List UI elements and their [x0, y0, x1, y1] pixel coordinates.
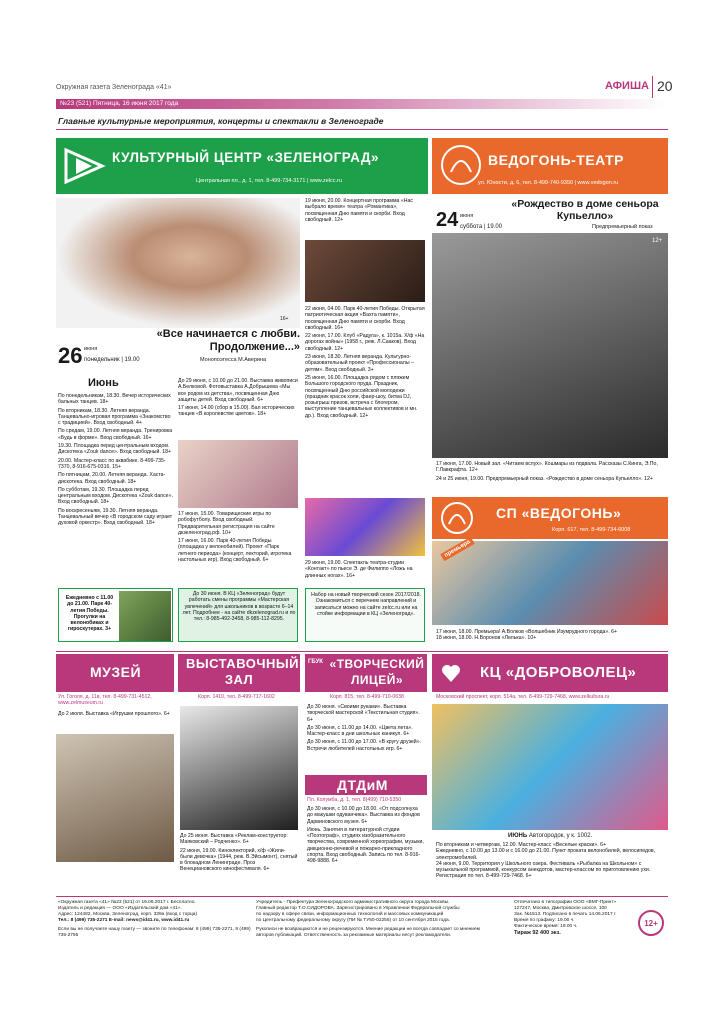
list-item: 17 июня, 16.00. Парк 40-летия Победы (площадка у велонобилей). Проект «Парк летнего периода» (концерт, лекторий, игротека настольных игр). Вход свободный. 6+: [178, 538, 292, 564]
sp-title: СП «ВЕДОГОНЬ»: [496, 505, 622, 521]
kc-date-day: понедельник | 19.00: [84, 357, 140, 363]
vedogon-logo-icon: [440, 144, 482, 186]
list-item: Ежедневно, с 10.00 до 13.00 и с 16.00 до 21.00. Пункт проката велонобилей, велосипедов, электромобилей.: [436, 848, 656, 861]
header-divider: [652, 76, 653, 98]
vedogon-note: Предпремьерный показ: [592, 224, 653, 230]
issue-bar: [56, 99, 666, 109]
kc-title: КУЛЬТУРНЫЙ ЦЕНТР «ЗЕЛЕНОГРАД»: [112, 150, 379, 165]
list-item: 24 и 25 июня, 19.00. Предпремьерный показ. «Рождество в доме сеньора Купьелло». 12+: [436, 475, 653, 482]
list-item: 22 июня, 19.00. Киноклекторий, х/ф «Жили-были девочка» (1944, реж. В.Эйсымонт), снятый в блокадном Ленинграде. Проз Венециановского кинофестиваля. 6+: [180, 847, 298, 873]
kc-col2b: [178, 511, 298, 563]
kc-logo-icon: [62, 146, 106, 186]
lyceum-address: Корп. 815, тел. 8-499-710-0638: [330, 694, 404, 700]
vedogon-events: [436, 461, 666, 482]
exhibit-address: Корп. 1410, тел. 8-499-717-1602: [198, 694, 275, 700]
list-item: По вторникам, 18.30. Летняя веранда. Танцевально-игровая программа «Знакомство с традицией». Вход свободный. 4+: [58, 407, 171, 427]
kc-promo2-text: До 30 июня. В КЦ «Зеленоград» будут работать смены программы «Мастерская увлечений» для школьников в возрасте 6–14 лет. Подробнее - на сайте dkzelenograd.ru и по тел.: 8-985-492-3458, 8-985-112-8295.: [182, 591, 296, 623]
exhibit-events: [180, 833, 298, 873]
kc-col2: [178, 378, 298, 418]
page-subtitle: Главные культурные мероприятия, концерты и спектакли в Зеленограде: [58, 116, 384, 126]
kc-promo2-box: [178, 588, 298, 642]
footer-line: Фактическое время: 19.00 ч.: [514, 924, 578, 929]
kc-address: Центральная пл., д. 1, тел. 8-499-734-3171 | www.zelcc.ru: [196, 178, 342, 184]
dobro-banner: [432, 654, 668, 692]
kc-col3b: 29 июня, 19.00. Спектакль театра-студии «Контакт» по пьесе Э. де Филиппо «Ложь на длинных ногах». 16+: [305, 560, 413, 579]
dobro-address: Московский проспект, корп. 514а, тел. 8-499-729-7468, www.zelkultura.ru: [436, 694, 610, 700]
list-item: По вторникам и четвергам, 12.00. Мастер-класс «Веселые краски». 6+: [436, 842, 607, 848]
footer-line: 127247, Москва, Дмитровское шоссе, 100: [514, 906, 607, 911]
footer-line: Отпечатано в типографии ООО «ВМГ-Принт»: [514, 900, 617, 905]
vedogon-date-num: 24: [436, 209, 459, 231]
list-item: 20.00. Мастер-класс по аквабике. 8-499-735-7370, 8-916-675-0316. 15+: [58, 457, 166, 470]
dtdim-title: ДТДиМ: [337, 777, 388, 793]
section-rule: [56, 651, 668, 652]
page-number: 20: [657, 78, 673, 94]
footer-line: Тел.: 8 (499) 735-2271 E-mail: news@id41.ru, www.id41.ru: [58, 918, 190, 923]
footer-col1: [58, 900, 253, 939]
exhibit-title: ВЫСТАВОЧНЫЙ ЗАЛ: [186, 656, 299, 687]
sp-events: [436, 629, 666, 642]
lyceum-banner: [305, 654, 427, 692]
footer-age-badge: [638, 910, 664, 936]
footer-col3: [514, 900, 634, 936]
vedogon-date-month: июня: [460, 213, 474, 219]
list-item: По средам, 19.00. Летняя веранда. Тренировка «Будь в форме». Вход свободный. 16+: [58, 428, 173, 441]
list-item: До 29 июня, с 10.00 до 21.00. Выставка живописи А.Белковой. Фотовыставка А.Добрышева «Мы все родом из детства», посвященная Дню защиты детей. Вход свободный. 6+: [178, 378, 298, 403]
kc-photo-ball: [178, 440, 298, 508]
list-item: До 30 июня, с 10.00 до 18.00. «От подсолнуха до макушки одуванчика». Выставка из фондов Дарвиновского музея. 6+: [307, 806, 420, 825]
dobro-title: КЦ «ДОБРОВОЛЕЦ»: [480, 664, 637, 681]
footer-line: по надзору в сфере связи, информационных технологий и массовых коммуникаций: [256, 912, 444, 917]
kc-col3: [305, 306, 425, 419]
kc-banner: [56, 138, 428, 194]
dobro-photo: [432, 704, 668, 830]
kc-promo-text: Ежедневно с 11.00 до 21.00. Парк 40-летия Победы. Прогулки на велонобиках и гироскутерах. 3+: [65, 595, 114, 633]
exhibit-photo: [180, 706, 298, 830]
vedogon-photo: [432, 233, 668, 458]
lyceum-prefix: ГБУК: [308, 659, 323, 665]
list-item: До 25 июня. Выставка «Реклам-конструктор: Маяковский – Родченко». 6+: [180, 833, 288, 846]
dobro-month-place: Автогородок, у к. 1002.: [528, 833, 593, 839]
footer-line: «Окружная газета «41» №23 (521) от 16.06.2017 г. Бесплатно.: [58, 900, 196, 905]
list-item: По субботам, 19.30. Площадка перед центральным входом. Дискотека «Zouk dance». Вход свободный. 18+: [58, 486, 173, 506]
vedogon-title: ВЕДОГОНЬ-ТЕАТР: [488, 152, 624, 168]
vedogon-banner: [432, 138, 668, 194]
dobro-logo-icon: [440, 662, 462, 684]
sp-banner: [432, 497, 668, 539]
list-item: 23 июня, 18.30. Летняя веранда. Культурно-образовательный проект «Профессионалы – детям». Вход свободный. 3+: [305, 354, 414, 373]
dtdim-banner: [305, 775, 427, 795]
footer-age: 12+: [644, 918, 658, 928]
footer-col2: [256, 900, 486, 939]
list-item: До 30 июня, с 11.00 до 14.00. «Цвета лета». Мастер-класс в дни школьных каникул. 6+: [307, 724, 413, 738]
list-item: По пятницам, 20.00. Летняя веранда. Хаста-дискотека. Вход свободный. 18+: [58, 472, 166, 485]
section-title: АФИША: [605, 80, 649, 92]
vedogon-address: ул. Юности, д. 6, тел. 8-499-740-9350 | www.vedogon.ru: [478, 180, 619, 186]
list-item: 25 июня, 16.00. Площадка рядом с пляжем Большого городского пруда. Праздник, посвященный Дню российской молодежи (праздник красок холи, фаер-шоу, битва DJ, розыгрыш призов, встреча с блогером, выступление танцевальных коллективов и мн. др.). Вход свободный. 12+: [305, 374, 418, 419]
kc-age: 16+: [280, 316, 289, 322]
list-item: 17 июня, 18.00. Премьера! А.Волков «Волшебник Изумрудного города». 6+: [436, 629, 618, 635]
sp-photo: [432, 541, 668, 625]
list-item: До 30 июня, с 11.00 до 17.00. «В кругу друзей». Встречи любителей настольных игр. 6+: [307, 739, 422, 752]
footer-line: Главный редактор Т.О.СИДОРОВА. Зарегистрировано в Управлении Федеральной службы: [256, 906, 460, 911]
footer-line: Издатель и редакция — ООО «Издательский дом «41».: [58, 906, 182, 911]
list-item: 22 июня, 04.00. Парк 40-летия Победы. Открытая патриотическая акция «Вахта памяти», посвященная Дню памяти и скорби. Вход свободный. 16+: [305, 306, 425, 331]
dtdim-address: Пл. Колумба, д. 1, тел. 8(499) 710-5350: [307, 797, 402, 803]
paper-name: Окружная газета Зеленограда «41»: [56, 84, 172, 91]
subtitle-rule: [56, 129, 668, 130]
vedogon-show-title: «Рождество в доме сеньора Купьелло»: [511, 198, 659, 222]
kc-date-month: июня: [84, 346, 98, 352]
kc-promo-photo: [119, 591, 171, 641]
dobro-events: [436, 842, 666, 880]
sp-address: Корп. 617, тел. 8-499-734-6008: [552, 527, 631, 533]
kc-promo3-text: Набор на новый творческий сезон 2017/2018. Ознакомиться с перечнем направлений и записаться можно на сайте zelcc.ru или на стойке информации в КЦ «Зеленоград».: [311, 592, 421, 617]
list-item: 19.30. Площадка перед центральным входом. Дискотека «Zouk dance». Вход свободный. 18+: [58, 443, 172, 456]
issue-info: №23 (521) Пятница, 16 июня 2017 года: [60, 100, 179, 107]
footer-line: Учредитель - Префектура Зеленоградского административного округа города Москвы.: [256, 900, 450, 905]
dtdim-events: [307, 806, 425, 865]
footer-line: Зак. №1513. Подписано в печать 14.06.2017 г.: [514, 912, 617, 917]
museum-event: До 2 июля. Выставка «Игрушки прошлого». 6+: [58, 711, 170, 717]
list-item: 17 июня, 17.00. Новый зал. «Читаем вслух». Кошмары из подвала. Рассказы С.Кинга, Э.По, Г.Лавкрафта. 12+: [436, 461, 658, 474]
museum-banner: [56, 654, 174, 692]
lyceum-events: [307, 704, 425, 752]
footer-line: Время по графику: 19.00 ч.: [514, 918, 575, 923]
kc-promo3-box: [305, 588, 425, 642]
list-item: 24 июня, 9.00. Территория у Школьного озера. Фестиваль «Рыбалка на Школьном» с музыкальной программой, конкурсом анекдотов, мастер-классом по приготовлению ухи. Регистрация по тел. 8-499-729-7468. 6+: [436, 860, 651, 880]
footer-rule: [56, 896, 668, 897]
kc-author: Монопоэтесса М.Аверина: [200, 357, 267, 363]
list-item: 17 июня, 14.00 (сбор в 15.00). Бал исторических танцев «В королевстве цветов». 18+: [178, 405, 295, 418]
kc-show-title: «Все начинается с любви. Продолжение...»: [156, 328, 300, 353]
museum-photo: [56, 734, 174, 862]
exhibit-banner: [178, 654, 300, 692]
vedogon-age: 12+: [652, 238, 663, 244]
footer-line: по Центральному федеральному округу (ПИ № ТУ50-02255) от 10 сентября 2015 года.: [256, 918, 451, 923]
footer-line: Адрес: 124482, Москва, Зеленоград, корп. 339а (вход с торца): [58, 912, 198, 917]
footer-line: Тираж 92 400 экз.: [514, 930, 561, 936]
sp-logo-icon: [440, 501, 474, 535]
museum-address: Ул. Гоголя, д. 11в, тел. 8-499-731-4512, www.zelmuseum.ru: [58, 694, 152, 707]
sp-premiere-badge: премьера: [440, 537, 474, 561]
kc-photo-holi: [305, 498, 425, 556]
list-item: Июнь. Занятия в литературной студии «Поэтограф», студиях изобразительного творчества, современной хореографии, музыки, дикционно-речевой и пожарно-прикладного спорта. Вход свободный. Запись по тел. 8-916-498-9888. 6+: [307, 826, 424, 865]
kc-col3a: [305, 198, 425, 223]
dobro-month-name: ИЮНЬ: [508, 833, 528, 839]
list-item: 22 июня, 17.00. Клуб «Радуга», к. 1015а. Х/ф «На дорогах войны» (1958 г., реж. Л.Сааков). Вход свободный. 12+: [305, 333, 425, 352]
museum-title: МУЗЕЙ: [90, 664, 142, 680]
list-item: 19 июня, 20.00. Концертная программа «Нас выбрало время» театра «Романтика», посвященная Дню памяти и скорби. Вход свободный. 12+: [305, 198, 413, 223]
list-item: По воскресеньям, 19.30. Летняя веранда. Танцевальный вечер «В городском саду играет духовой оркестр». Вход свободный. 18+: [58, 507, 173, 527]
list-item: По понедельникам, 18.30. Вечер исторических бальных танцев. 18+: [58, 393, 171, 406]
kc-photo-main: [56, 198, 300, 328]
lyceum-title: «ТВОРЧЕСКИЙ ЛИЦЕЙ»: [329, 657, 425, 687]
dobro-month: [508, 833, 592, 839]
kc-promo-box: [58, 588, 173, 642]
kc-photo-theatre: [305, 240, 425, 302]
kc-date-num: 26: [58, 343, 83, 368]
kc-month-heading: Июнь: [88, 377, 119, 389]
footer-line: Рукописи не возвращаются и не рецензируются. Мнение редакции не всегда совпадает со мнением авторов публикаций. Ответственность за рекламные материалы несут рекламодатели.: [256, 927, 480, 938]
list-item: 18 июня, 18.00. Н.Воронов «Лелька». 10+: [436, 635, 537, 642]
kc-col1: [58, 393, 173, 527]
vedogon-date-day: суббота | 19.00: [460, 224, 503, 230]
list-item: До 30 июня. «Своими руками». Выставка творческой мастерской «Текстильная студия». 6+: [307, 704, 420, 723]
list-item: 17 июня, 15.00. Товарищеские игры по робофутболу. Вход свободный. Предварительная регистрация на сайте дкзеленоград.рф. 10+: [178, 511, 275, 536]
footer-line: Если вы не получаете нашу газету — звоните по телефонам: 8 (499) 735-2271, 8 (499) 735-2795: [58, 927, 251, 938]
